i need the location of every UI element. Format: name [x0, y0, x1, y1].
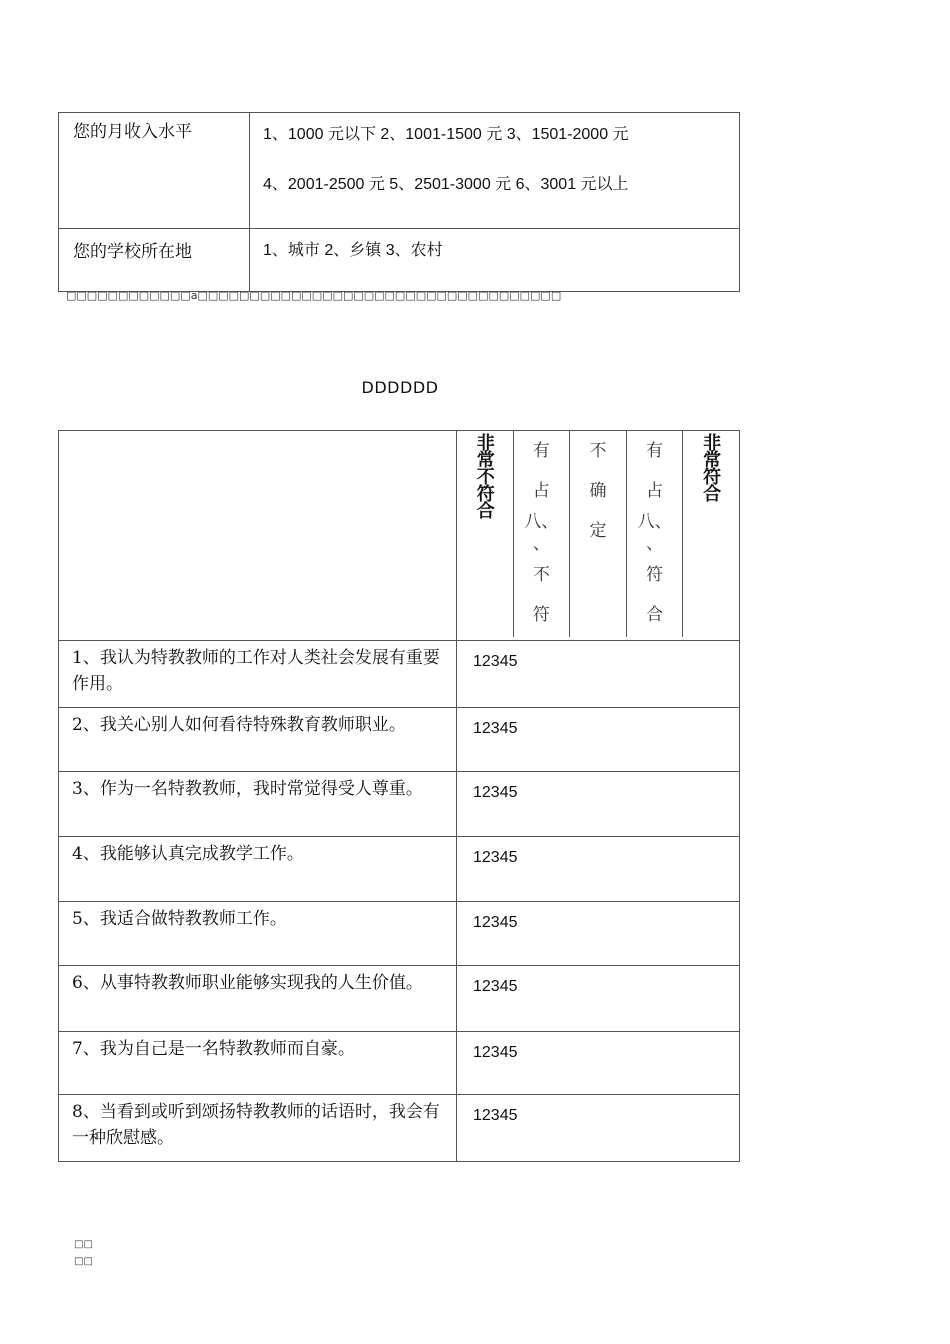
- question-scale: 12345: [457, 1032, 740, 1095]
- question-text: 1、我认为特教教师的工作对人类社会发展有重要作用。: [59, 641, 457, 708]
- question-row: [59, 966, 740, 1032]
- footer-mark-2: □□: [74, 1256, 93, 1267]
- question-row: [59, 1095, 740, 1162]
- location-options: 1、城市 2、乡镇 3、农村: [250, 229, 740, 292]
- scale-header-char: 八、: [524, 512, 559, 532]
- footer-mark-1: □□: [74, 1239, 93, 1250]
- income-options: [250, 113, 740, 229]
- scale-header-somewhat-inconsistent: [513, 431, 570, 637]
- scale-header-char: 不: [589, 441, 607, 461]
- question-row: [59, 902, 740, 966]
- question-scale: 12345: [457, 708, 740, 772]
- question-text: 3、作为一名特教教师，我时常觉得受人尊重。: [59, 772, 457, 837]
- question-text: 2、我关心别人如何看待特殊教育教师职业。: [59, 708, 457, 772]
- scale-header-2-text: [514, 431, 570, 635]
- garbled-text-line: □□□□□□□□□□□□a□□□□□□□□□□□□□□□□□□□□□□□□□□□□□□□□□□□: [66, 289, 562, 302]
- income-options-line-2: 4、2001-2500 元 5、2501-3000 元 6、3001 元以上: [263, 176, 629, 193]
- question-row: [59, 641, 740, 708]
- scale-header-very-inconsistent: [457, 431, 513, 637]
- demographics-table: [58, 112, 740, 292]
- question-text: 8、当看到或听到颂扬特教教师的话语时，我会有一种欣慰感。: [59, 1095, 457, 1162]
- question-text: 7、我为自己是一名特教教师而自豪。: [59, 1032, 457, 1095]
- location-label: 您的学校所在地: [59, 229, 250, 292]
- question-row: [59, 1032, 740, 1095]
- location-row: [59, 229, 740, 292]
- scale-header-char: 有: [532, 441, 550, 461]
- question-scale: 12345: [457, 772, 740, 837]
- question-scale: 12345: [457, 966, 740, 1032]
- scale-header-1-text: 非常不符合: [474, 433, 495, 518]
- scale-header-char: 定: [589, 521, 607, 541]
- section-title: DDDDDD: [361, 378, 439, 397]
- scale-header-char: 占: [532, 481, 550, 501]
- question-scale: 12345: [457, 1095, 740, 1162]
- survey-table: [58, 430, 740, 1162]
- question-scale: 12345: [457, 902, 740, 966]
- scale-header-char: 确: [589, 481, 607, 501]
- scale-header-somewhat-consistent: [626, 431, 683, 637]
- question-row: [59, 708, 740, 772]
- question-text: 6、从事特教教师职业能够实现我的人生价值。: [59, 966, 457, 1032]
- question-scale: 12345: [457, 641, 740, 708]
- scale-header-uncertain: [569, 431, 626, 637]
- scale-header-very-consistent: [682, 431, 739, 637]
- question-row: [59, 837, 740, 902]
- income-row: [59, 113, 740, 229]
- scale-header-char: 符: [646, 565, 664, 585]
- question-row: [59, 772, 740, 837]
- scale-header-char: 合: [646, 605, 664, 625]
- income-label: 您的月收入水平: [59, 113, 250, 229]
- scale-header-5-text: 非常符合: [701, 433, 722, 501]
- scale-header-char: 不: [532, 565, 550, 585]
- scale-header-char: 符: [532, 605, 550, 625]
- scale-header-cell: [457, 431, 740, 641]
- income-options-line-1: 1、1000 元以下 2、1001-1500 元 3、1501-2000 元: [263, 126, 629, 143]
- footer-marks: [74, 1236, 93, 1270]
- scale-header-char: 八、: [637, 512, 672, 532]
- scale-header-row: [59, 431, 740, 641]
- scale-header-char: 占: [646, 481, 664, 501]
- scale-header-char: 、: [646, 534, 664, 554]
- question-text: 4、我能够认真完成教学工作。: [59, 837, 457, 902]
- header-blank-cell: [59, 431, 457, 641]
- scale-header-4-text: [627, 431, 683, 635]
- scale-header-char: 、: [532, 534, 550, 554]
- question-text: 5、我适合做特教教师工作。: [59, 902, 457, 966]
- scale-header-char: 有: [646, 441, 664, 461]
- scale-header-3-text: [570, 431, 626, 551]
- question-scale: 12345: [457, 837, 740, 902]
